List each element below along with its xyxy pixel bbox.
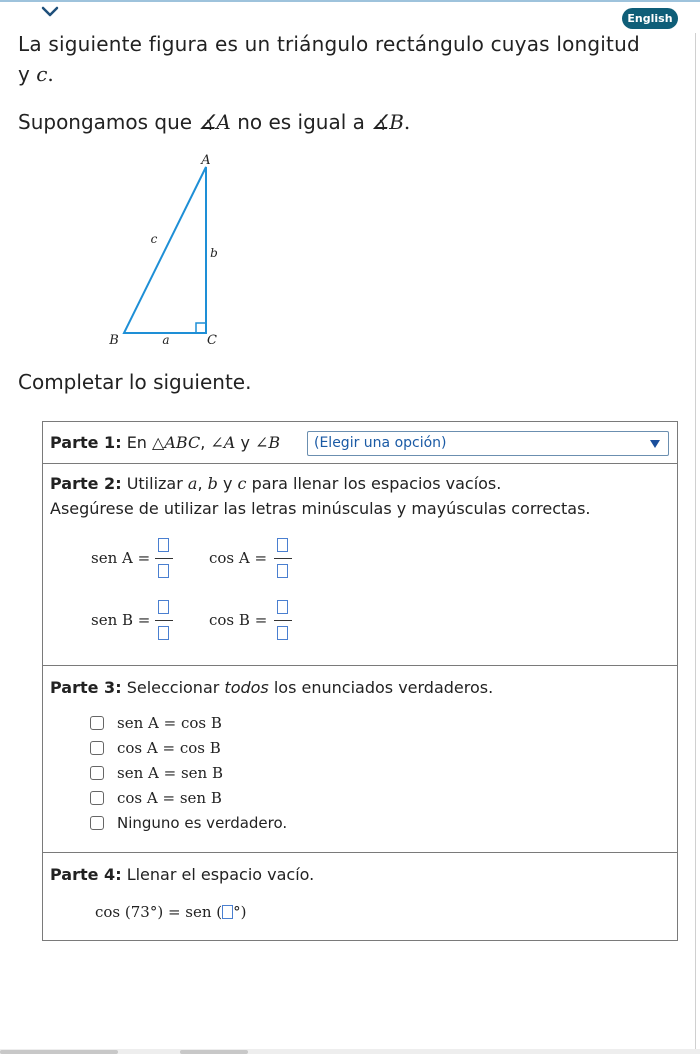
sen-b-fraction bbox=[155, 599, 173, 643]
right-triangle-figure bbox=[100, 150, 240, 360]
angle-a-text: ∡A bbox=[198, 110, 231, 134]
part3-label: Parte 3: bbox=[50, 678, 122, 697]
sen-a-numerator-input[interactable] bbox=[158, 538, 169, 552]
option-label-3: sen A = sen B bbox=[117, 764, 223, 782]
option-checkbox-4[interactable] bbox=[90, 791, 104, 805]
part1-label: Parte 1: bbox=[50, 433, 122, 452]
vertex-b-label: B bbox=[109, 333, 119, 348]
part3-section: Parte 3: Seleccionar todos los enunciados verdaderos. sen A = cos B cos A = cos B sen A = sen B cos A = sen B Ninguno es verdadero. bbox=[43, 666, 677, 853]
bottom-scrollbar[interactable] bbox=[0, 1049, 700, 1054]
problem-statement-line1: La siguiente figura es un triángulo rectángulo cuyas longitud bbox=[18, 32, 640, 56]
sen-b-numerator-input[interactable] bbox=[158, 600, 169, 614]
vertex-a-label: A bbox=[201, 153, 211, 168]
option-label-1: sen A = cos B bbox=[117, 714, 222, 732]
part1-select[interactable]: (Elegir una opción) bbox=[307, 431, 669, 456]
cos-a-fraction bbox=[274, 537, 292, 581]
option-label-5: Ninguno es verdadero. bbox=[117, 814, 288, 832]
cos-a-numerator-input[interactable] bbox=[277, 538, 288, 552]
cos-b-label: cos B = bbox=[209, 611, 268, 629]
option-label-4: cos A = sen B bbox=[117, 789, 222, 807]
instruction-text: Completar lo siguiente. bbox=[18, 370, 252, 394]
option-checkbox-3[interactable] bbox=[90, 766, 104, 780]
dropdown-arrow-icon bbox=[650, 440, 660, 448]
chevron-down-icon bbox=[41, 6, 59, 18]
part1-section: Parte 1: En △ABC, ∠A y ∠B (Elegir una opción) bbox=[43, 422, 677, 464]
part2-note: Asegúrese de utilizar las letras minúsculas y mayúsculas correctas. bbox=[50, 499, 591, 518]
top-border bbox=[0, 0, 700, 2]
divider bbox=[695, 33, 696, 1054]
sen-a-label: sen A = bbox=[91, 549, 151, 567]
sen-b-denominator-input[interactable] bbox=[158, 626, 169, 640]
option-label-2: cos A = cos B bbox=[117, 739, 221, 757]
cos-a-denominator-input[interactable] bbox=[277, 564, 288, 578]
cos-b-fraction bbox=[274, 599, 292, 643]
option-checkbox-5[interactable] bbox=[90, 816, 104, 830]
question-panel bbox=[42, 421, 678, 941]
option-checkbox-1[interactable] bbox=[90, 716, 104, 730]
part4-label: Parte 4: bbox=[50, 865, 122, 884]
part4-equation: cos (73°) = sen ( °) bbox=[95, 903, 247, 921]
part2-label: Parte 2: bbox=[50, 474, 122, 493]
option-checkbox-2[interactable] bbox=[90, 741, 104, 755]
side-b-label: b bbox=[210, 246, 218, 260]
collapse-toggle[interactable] bbox=[20, 2, 80, 24]
angle-input[interactable] bbox=[222, 905, 233, 919]
cos-b-numerator-input[interactable] bbox=[277, 600, 288, 614]
vertex-c-label: C bbox=[207, 333, 217, 348]
right-angle-marker bbox=[196, 323, 206, 333]
triangle-shape bbox=[124, 167, 206, 333]
part2-section: Parte 2: Utilizar a, b y c para llenar los espacios vacíos. Asegúrese de utilizar las letras minúsculas y mayúsculas correctas. sen A = cos A = sen B = cos B = bbox=[43, 464, 677, 666]
angle-b-text: ∡B bbox=[371, 110, 404, 134]
cos-b-denominator-input[interactable] bbox=[277, 626, 288, 640]
cos-a-label: cos A = bbox=[209, 549, 268, 567]
english-button[interactable]: English bbox=[622, 8, 678, 29]
part4-section: Parte 4: Llenar el espacio vacío. cos (73°) = sen ( °) bbox=[50, 865, 315, 921]
sen-a-denominator-input[interactable] bbox=[158, 564, 169, 578]
problem-statement-line2: Supongamos que ∡A no es igual a ∡B. bbox=[18, 110, 411, 134]
side-c-label: c bbox=[150, 232, 158, 246]
problem-statement-line1b: y c. bbox=[18, 62, 54, 86]
sen-a-fraction bbox=[155, 537, 173, 581]
sen-b-label: sen B = bbox=[91, 611, 151, 629]
side-a-label: a bbox=[162, 333, 170, 347]
